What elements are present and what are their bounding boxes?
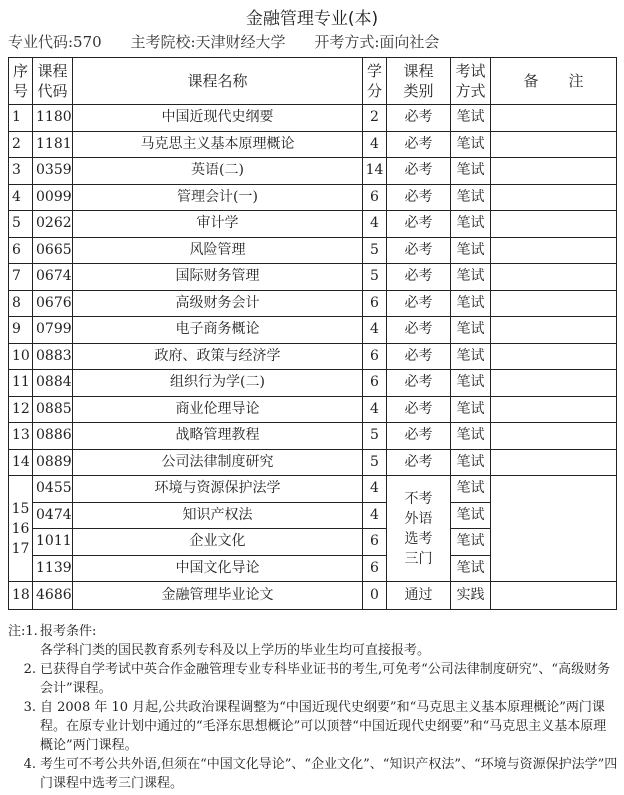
cell-remark: [491, 290, 617, 317]
cell-code: 0674: [33, 264, 73, 291]
cell-no-group: 15 16 17: [9, 476, 33, 582]
cell-name: 组织行为学(二): [73, 370, 363, 397]
cell-type-group: 不考外语选考三门: [387, 476, 451, 582]
table-row: [9, 290, 617, 317]
note-text: 各学科门类的国民教育系列专科及以上学历的毕业生均可直接报考。: [40, 643, 431, 658]
cell-no: 5: [9, 211, 33, 238]
cell-remark: [491, 449, 617, 476]
cell-credit: 5: [363, 237, 387, 264]
cell-remark: [491, 423, 617, 450]
cell-remark: [491, 211, 617, 238]
cell-type: 必考: [387, 290, 451, 317]
cell-code: 1181: [33, 131, 73, 158]
cell-exam: 笔试: [451, 184, 491, 211]
cell-exam: 笔试: [451, 158, 491, 185]
cell-credit: 4: [363, 396, 387, 423]
note-number: 2.: [23, 662, 36, 677]
cell-remark: [491, 105, 617, 132]
cell-code: 0886: [33, 423, 73, 450]
table-row: [9, 105, 617, 132]
cell-name: 战略管理教程: [73, 423, 363, 450]
cell-no: 18: [9, 582, 33, 610]
cell-name: 商业伦理导论: [73, 396, 363, 423]
cell-name: 国际财务管理: [73, 264, 363, 291]
cell-exam: 笔试: [451, 343, 491, 370]
cell-name: 高级财务会计: [73, 290, 363, 317]
cell-name: 中国近现代史纲要: [73, 105, 363, 132]
cell-code: 1180: [33, 105, 73, 132]
cell-type: 必考: [387, 317, 451, 344]
cell-exam: 笔试: [451, 423, 491, 450]
cell-code: 0455: [33, 476, 73, 503]
cell-credit: 4: [363, 476, 387, 503]
page-title: 金融管理专业(本): [245, 9, 379, 29]
cell-remark: [491, 158, 617, 185]
cell-exam: 笔试: [451, 317, 491, 344]
notes: [8, 622, 618, 793]
header-credit: 学分: [363, 58, 387, 105]
cell-no: 7: [9, 264, 33, 291]
cell-type: 必考: [387, 105, 451, 132]
cell-credit: 5: [363, 423, 387, 450]
table-row: [9, 317, 617, 344]
cell-name: 审计学: [73, 211, 363, 238]
note-item: [8, 698, 618, 755]
cell-no: 11: [9, 370, 33, 397]
note-text: 已获得自学考试中英合作金融管理专业专科毕业证书的考生,可免考“公司法律制度研究”、“高级财务会计”课程。: [40, 662, 611, 696]
cell-remark: [491, 131, 617, 158]
cell-credit: 6: [363, 184, 387, 211]
cell-type: 必考: [387, 211, 451, 238]
cell-exam: 笔试: [451, 131, 491, 158]
note-number: 4.: [23, 757, 36, 772]
note-text: 报考条件:: [40, 624, 97, 639]
cell-no: 10: [9, 343, 33, 370]
cell-name: 金融管理毕业论文: [73, 582, 363, 610]
table-row: [9, 582, 617, 610]
header-exam: 考试方式: [451, 58, 491, 105]
header-type: 课程类别: [387, 58, 451, 105]
cell-exam: 笔试: [451, 449, 491, 476]
note-item: [8, 660, 618, 698]
cell-name: 环境与资源保护法学: [73, 476, 363, 503]
note-item: [8, 622, 618, 660]
table-row: [9, 184, 617, 211]
cell-no: 2: [9, 131, 33, 158]
cell-remark: [491, 370, 617, 397]
cell-type: 必考: [387, 449, 451, 476]
cell-remark: [491, 476, 617, 582]
cell-no: 13: [9, 423, 33, 450]
cell-exam: 笔试: [451, 502, 491, 529]
table-row: [9, 396, 617, 423]
cell-remark: [491, 237, 617, 264]
cell-exam: 笔试: [451, 529, 491, 556]
header-no: 序号: [9, 58, 33, 105]
cell-exam: 笔试: [451, 237, 491, 264]
cell-code: 0799: [33, 317, 73, 344]
cell-credit: 0: [363, 582, 387, 610]
cell-type: 必考: [387, 264, 451, 291]
cell-credit: 4: [363, 211, 387, 238]
table-row: [9, 264, 617, 291]
cell-credit: 6: [363, 529, 387, 556]
cell-credit: 4: [363, 502, 387, 529]
cell-exam: 笔试: [451, 370, 491, 397]
cell-exam: 实践: [451, 582, 491, 610]
table-row: [9, 449, 617, 476]
cell-no: 6: [9, 237, 33, 264]
cell-type: 必考: [387, 131, 451, 158]
cell-type: 必考: [387, 370, 451, 397]
program-code: 专业代码:570: [8, 33, 102, 51]
cell-credit: 5: [363, 264, 387, 291]
cell-name: 管理会计(一): [73, 184, 363, 211]
table-row: [9, 237, 617, 264]
cell-no: 1: [9, 105, 33, 132]
cell-remark: [491, 184, 617, 211]
cell-remark: [491, 264, 617, 291]
cell-code: 0359: [33, 158, 73, 185]
cell-no: 4: [9, 184, 33, 211]
program-meta: [8, 31, 453, 52]
cell-no: 8: [9, 290, 33, 317]
cell-credit: 4: [363, 317, 387, 344]
cell-type: 必考: [387, 423, 451, 450]
cell-type: 必考: [387, 237, 451, 264]
cell-name: 马克思主义基本原理概论: [73, 131, 363, 158]
cell-type: 通过: [387, 582, 451, 610]
cell-name: 知识产权法: [73, 502, 363, 529]
cell-code: 1011: [33, 529, 73, 556]
cell-no: 12: [9, 396, 33, 423]
table-row: [9, 158, 617, 185]
cell-code: 0889: [33, 449, 73, 476]
table-row: [9, 343, 617, 370]
cell-credit: 4: [363, 131, 387, 158]
cell-remark: [491, 582, 617, 610]
header-remark: 备 注: [491, 58, 617, 105]
exam-school: 主考院校:天津财经大学: [130, 33, 286, 51]
header-name: 课程名称: [73, 58, 363, 105]
cell-code: 1139: [33, 555, 73, 582]
table-row: [9, 423, 617, 450]
cell-credit: 5: [363, 449, 387, 476]
cell-type: 必考: [387, 343, 451, 370]
cell-credit: 6: [363, 555, 387, 582]
cell-no: 9: [9, 317, 33, 344]
header-code: 课程代码: [33, 58, 73, 105]
cell-exam: 笔试: [451, 264, 491, 291]
cell-exam: 笔试: [451, 105, 491, 132]
cell-type: 必考: [387, 158, 451, 185]
cell-name: 电子商务概论: [73, 317, 363, 344]
cell-code: 0883: [33, 343, 73, 370]
table-row: [9, 131, 617, 158]
cell-credit: 6: [363, 370, 387, 397]
cell-code: 0885: [33, 396, 73, 423]
cell-no: 3: [9, 158, 33, 185]
cell-name: 企业文化: [73, 529, 363, 556]
note-text: 考生可不考公共外语,但须在“中国文化导论”、“企业文化”、“知识产权法”、“环境与资源保护法学”四门课程中选考三门课程。: [40, 757, 618, 791]
course-table: [8, 57, 617, 610]
cell-code: 0262: [33, 211, 73, 238]
cell-code: 0884: [33, 370, 73, 397]
cell-exam: 笔试: [451, 290, 491, 317]
note-item: [8, 755, 618, 793]
note-number: 3.: [23, 700, 36, 715]
note-text: 自 2008 年 10 月起,公共政治课程调整为“中国近现代史纲要”和“马克思主义基本原理概论”两门课程。在原专业计划中通过的“毛泽东思想概论”可以顶替“中国近现代史纲要”和“马克思主义基本原理概论”两门课程。: [40, 700, 607, 753]
cell-remark: [491, 343, 617, 370]
cell-credit: 14: [363, 158, 387, 185]
table-header: [9, 58, 617, 105]
cell-code: 4686: [33, 582, 73, 610]
cell-code: 0676: [33, 290, 73, 317]
table-row: [9, 370, 617, 397]
cell-code: 0099: [33, 184, 73, 211]
table-row: [9, 476, 617, 503]
cell-credit: 6: [363, 290, 387, 317]
cell-code: 0665: [33, 237, 73, 264]
cell-type: 必考: [387, 184, 451, 211]
cell-exam: 笔试: [451, 396, 491, 423]
cell-exam: 笔试: [451, 555, 491, 582]
cell-exam: 笔试: [451, 476, 491, 503]
table-row: [9, 211, 617, 238]
cell-exam: 笔试: [451, 211, 491, 238]
cell-name: 英语(二): [73, 158, 363, 185]
exam-mode: 开考方式:面向社会: [314, 33, 440, 51]
cell-remark: [491, 317, 617, 344]
cell-name: 中国文化导论: [73, 555, 363, 582]
cell-name: 政府、政策与经济学: [73, 343, 363, 370]
cell-type: 必考: [387, 396, 451, 423]
cell-name: 公司法律制度研究: [73, 449, 363, 476]
cell-credit: 6: [363, 343, 387, 370]
cell-no: 14: [9, 449, 33, 476]
cell-credit: 2: [363, 105, 387, 132]
note-number: 注:1.: [8, 624, 38, 639]
cell-code: 0474: [33, 502, 73, 529]
cell-name: 风险管理: [73, 237, 363, 264]
cell-remark: [491, 396, 617, 423]
